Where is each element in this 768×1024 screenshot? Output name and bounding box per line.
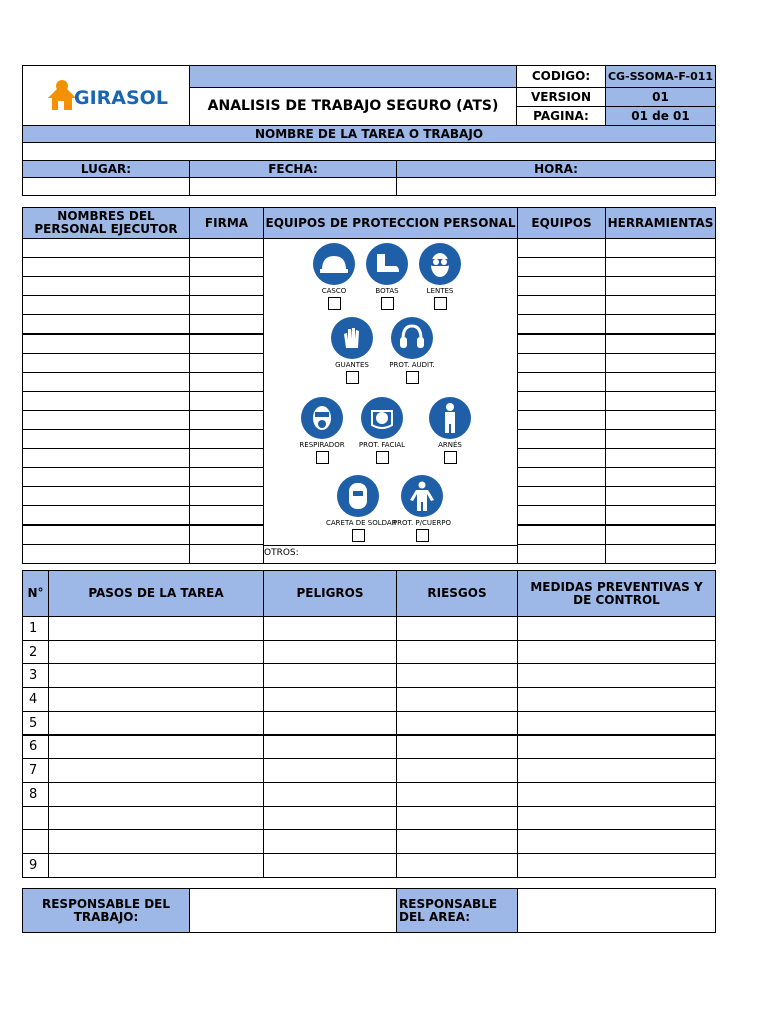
equipos-cell[interactable] [517, 467, 606, 487]
fecha-label: FECHA: [189, 160, 397, 178]
peligros-cell[interactable] [263, 735, 397, 760]
herramientas-cell[interactable] [605, 410, 716, 430]
ppe-botas [363, 243, 411, 310]
herramientas-cell[interactable] [605, 448, 716, 468]
col-medidas: MEDIDAS PREVENTIVAS Y DE CONTROL [517, 570, 716, 617]
equipos-cell[interactable] [517, 238, 606, 258]
herramientas-cell[interactable] [605, 257, 716, 277]
welding-mask-icon [337, 475, 379, 517]
equipos-cell[interactable] [517, 544, 606, 564]
hora-field[interactable] [396, 177, 716, 196]
logo-text: GIRASOL [74, 86, 168, 109]
riesgos-cell[interactable] [396, 782, 518, 807]
medidas-cell[interactable] [517, 806, 716, 831]
herramientas-cell[interactable] [605, 467, 716, 487]
personal-name-cell[interactable] [22, 276, 190, 296]
herramientas-cell[interactable] [605, 525, 716, 545]
respirador-checkbox[interactable] [316, 451, 329, 464]
ppe-lentes-label: LENTES [426, 287, 454, 295]
guantes-checkbox[interactable] [346, 371, 359, 384]
personal-name-cell[interactable] [22, 410, 190, 430]
ppe-casco [310, 243, 358, 310]
form-title [189, 87, 517, 126]
peligros-cell[interactable] [263, 853, 397, 878]
equipos-cell[interactable] [517, 525, 606, 545]
pasos-cell[interactable] [48, 663, 264, 688]
pasos-cell[interactable] [48, 735, 264, 760]
ppe-lentes [416, 243, 464, 310]
step-number [22, 829, 49, 854]
firma-cell[interactable] [189, 238, 264, 258]
ppe-respirador-label: RESPIRADOR [299, 441, 345, 449]
task-name-header: NOMBRE DE LA TAREA O TRABAJO [22, 125, 716, 143]
otros-label: OTROS: [264, 548, 299, 558]
careta-checkbox[interactable] [352, 529, 365, 542]
col-personal: NOMBRES DEL PERSONAL EJECUTOR [22, 207, 190, 239]
personal-name-cell[interactable] [22, 353, 190, 373]
ppe-prot-audit-label: PROT. AUDIT. [389, 361, 435, 369]
girasol-logo [46, 74, 166, 118]
equipos-cell[interactable] [517, 486, 606, 506]
respirator-icon [301, 397, 343, 439]
coverall-icon [401, 475, 443, 517]
ppe-prot-facial [354, 397, 410, 464]
equipos-cell[interactable] [517, 314, 606, 334]
boots-icon [366, 243, 408, 285]
medidas-cell[interactable] [517, 687, 716, 712]
herramientas-cell[interactable] [605, 295, 716, 315]
ppe-respirador [294, 397, 350, 464]
herramientas-cell[interactable] [605, 429, 716, 449]
pasos-cell[interactable] [48, 616, 264, 641]
riesgos-cell[interactable] [396, 640, 518, 665]
pasos-cell[interactable] [48, 758, 264, 783]
otros-row[interactable] [263, 545, 518, 564]
ppe-prot-cuerpo [392, 475, 452, 542]
firma-cell[interactable] [189, 448, 264, 468]
equipos-cell[interactable] [517, 295, 606, 315]
pagina-value: 01 de 01 [605, 106, 716, 126]
casco-checkbox[interactable] [328, 297, 341, 310]
pagina-label: PAGINA: [516, 106, 606, 126]
col-equipos: EQUIPOS [517, 207, 606, 239]
peligros-cell[interactable] [263, 829, 397, 854]
ppe-careta [326, 475, 397, 542]
equipos-cell[interactable] [517, 276, 606, 296]
botas-checkbox[interactable] [381, 297, 394, 310]
firma-cell[interactable] [189, 295, 264, 315]
personal-name-cell[interactable] [22, 467, 190, 487]
medidas-cell[interactable] [517, 758, 716, 783]
ppe-prot-audit [384, 317, 440, 384]
fecha-field[interactable] [189, 177, 397, 196]
col-n: N° [22, 570, 49, 617]
peligros-cell[interactable] [263, 663, 397, 688]
equipos-cell[interactable] [517, 429, 606, 449]
lentes-checkbox[interactable] [434, 297, 447, 310]
equipos-cell[interactable] [517, 391, 606, 411]
peligros-cell[interactable] [263, 616, 397, 641]
ppe-arnes [426, 397, 474, 464]
medidas-cell[interactable] [517, 616, 716, 641]
equipos-cell[interactable] [517, 353, 606, 373]
pasos-cell[interactable] [48, 782, 264, 807]
lugar-label: LUGAR: [22, 160, 190, 178]
firma-cell[interactable] [189, 486, 264, 506]
ppe-prot-facial-label: PROT. FACIAL [358, 441, 406, 449]
personal-name-cell[interactable] [22, 429, 190, 449]
pasos-cell[interactable] [48, 853, 264, 878]
firma-cell[interactable] [189, 314, 264, 334]
herramientas-cell[interactable] [605, 276, 716, 296]
gloves-icon [331, 317, 373, 359]
personal-name-cell[interactable] [22, 372, 190, 392]
firma-cell[interactable] [189, 257, 264, 277]
firma-cell[interactable] [189, 467, 264, 487]
col-firma: FIRMA [189, 207, 264, 239]
step-number: 3 [22, 663, 49, 688]
pasos-cell[interactable] [48, 829, 264, 854]
ppe-guantes-label: GUANTES [335, 361, 369, 369]
codigo-value: CG-SSOMA-F-011 [605, 65, 716, 88]
medidas-cell[interactable] [517, 782, 716, 807]
personal-name-cell[interactable] [22, 391, 190, 411]
prot-facial-checkbox[interactable] [376, 451, 389, 464]
firma-cell[interactable] [189, 391, 264, 411]
step-number: 2 [22, 640, 49, 665]
lugar-field[interactable] [22, 177, 190, 196]
firma-cell[interactable] [189, 276, 264, 296]
riesgos-cell[interactable] [396, 711, 518, 736]
title-top-band [189, 65, 517, 88]
firma-cell[interactable] [189, 372, 264, 392]
helmet-icon [313, 243, 355, 285]
medidas-cell[interactable] [517, 711, 716, 736]
peligros-cell[interactable] [263, 782, 397, 807]
medidas-cell[interactable] [517, 829, 716, 854]
col-pasos: PASOS DE LA TAREA [48, 570, 264, 617]
herramientas-cell[interactable] [605, 372, 716, 392]
col-epp: EQUIPOS DE PROTECCION PERSONAL [263, 207, 518, 239]
herramientas-cell[interactable] [605, 334, 716, 354]
goggles-icon [419, 243, 461, 285]
codigo-label: CODIGO: [516, 65, 606, 88]
step-number: 6 [22, 735, 49, 760]
personal-name-cell[interactable] [22, 486, 190, 506]
herramientas-cell[interactable] [605, 486, 716, 506]
riesgos-cell[interactable] [396, 829, 518, 854]
ppe-careta-label: CARETA DE SOLDAR [326, 519, 397, 527]
step-number [22, 806, 49, 831]
resp-area-label: RESPONSABLE DEL AREA: [396, 888, 518, 933]
medidas-cell[interactable] [517, 735, 716, 760]
prot-cuerpo-checkbox[interactable] [416, 529, 429, 542]
equipos-cell[interactable] [517, 372, 606, 392]
peligros-cell[interactable] [263, 687, 397, 712]
ppe-guantes [326, 317, 378, 384]
personal-name-cell[interactable] [22, 505, 190, 525]
medidas-cell[interactable] [517, 640, 716, 665]
equipos-cell[interactable] [517, 410, 606, 430]
arnes-checkbox[interactable] [444, 451, 457, 464]
medidas-cell[interactable] [517, 663, 716, 688]
ppe-casco-label: CASCO [321, 287, 347, 295]
herramientas-cell[interactable] [605, 353, 716, 373]
ppe-arnes-label: ARNÉS [438, 441, 462, 449]
riesgos-cell[interactable] [396, 758, 518, 783]
step-number: 5 [22, 711, 49, 736]
firma-cell[interactable] [189, 525, 264, 545]
col-peligros: PELIGROS [263, 570, 397, 617]
hora-label: HORA: [396, 160, 716, 178]
resp-trabajo-label: RESPONSABLE DEL TRABAJO: [22, 888, 190, 933]
riesgos-cell[interactable] [396, 616, 518, 641]
firma-cell[interactable] [189, 429, 264, 449]
medidas-cell[interactable] [517, 853, 716, 878]
equipos-cell[interactable] [517, 334, 606, 354]
resp-area-field[interactable] [517, 888, 716, 933]
logo-cell [22, 65, 190, 126]
herramientas-cell[interactable] [605, 391, 716, 411]
peligros-cell[interactable] [263, 711, 397, 736]
riesgos-cell[interactable] [396, 663, 518, 688]
herramientas-cell[interactable] [605, 544, 716, 564]
face-shield-icon [361, 397, 403, 439]
equipos-cell[interactable] [517, 257, 606, 277]
col-riesgos: RIESGOS [396, 570, 518, 617]
col-herramientas: HERRAMIENTAS [605, 207, 716, 239]
firma-cell[interactable] [189, 410, 264, 430]
riesgos-cell[interactable] [396, 687, 518, 712]
personal-name-cell[interactable] [22, 238, 190, 258]
pasos-cell[interactable] [48, 687, 264, 712]
personal-name-cell[interactable] [22, 334, 190, 354]
step-number: 1 [22, 616, 49, 641]
peligros-cell[interactable] [263, 758, 397, 783]
firma-cell[interactable] [189, 353, 264, 373]
ppe-botas-label: BOTAS [375, 287, 399, 295]
peligros-cell[interactable] [263, 640, 397, 665]
equipos-cell[interactable] [517, 505, 606, 525]
pasos-cell[interactable] [48, 806, 264, 831]
ppe-prot-cuerpo-label: PROT. P/CUERPO [392, 519, 452, 527]
step-number: 7 [22, 758, 49, 783]
resp-trabajo-field[interactable] [189, 888, 397, 933]
form-title-text: ANALISIS DE TRABAJO SEGURO (ATS) [207, 98, 499, 114]
firma-cell[interactable] [189, 334, 264, 354]
personal-name-cell[interactable] [22, 525, 190, 545]
version-label: VERSION [516, 87, 606, 107]
personal-name-cell[interactable] [22, 448, 190, 468]
riesgos-cell[interactable] [396, 735, 518, 760]
herramientas-cell[interactable] [605, 314, 716, 334]
harness-icon [429, 397, 471, 439]
riesgos-cell[interactable] [396, 806, 518, 831]
equipos-cell[interactable] [517, 448, 606, 468]
firma-cell[interactable] [189, 505, 264, 525]
personal-name-cell[interactable] [22, 295, 190, 315]
task-name-field[interactable] [22, 142, 716, 161]
personal-name-cell[interactable] [22, 544, 190, 564]
peligros-cell[interactable] [263, 806, 397, 831]
ppe-panel [263, 238, 518, 546]
riesgos-cell[interactable] [396, 853, 518, 878]
herramientas-cell[interactable] [605, 238, 716, 258]
version-value: 01 [605, 87, 716, 107]
personal-name-cell[interactable] [22, 257, 190, 277]
prot-audit-checkbox[interactable] [406, 371, 419, 384]
herramientas-cell[interactable] [605, 505, 716, 525]
step-number: 8 [22, 782, 49, 807]
step-number: 4 [22, 687, 49, 712]
personal-name-cell[interactable] [22, 314, 190, 334]
firma-cell[interactable] [189, 544, 264, 564]
pasos-cell[interactable] [48, 711, 264, 736]
step-number: 9 [22, 853, 49, 878]
pasos-cell[interactable] [48, 640, 264, 665]
ear-protection-icon [391, 317, 433, 359]
